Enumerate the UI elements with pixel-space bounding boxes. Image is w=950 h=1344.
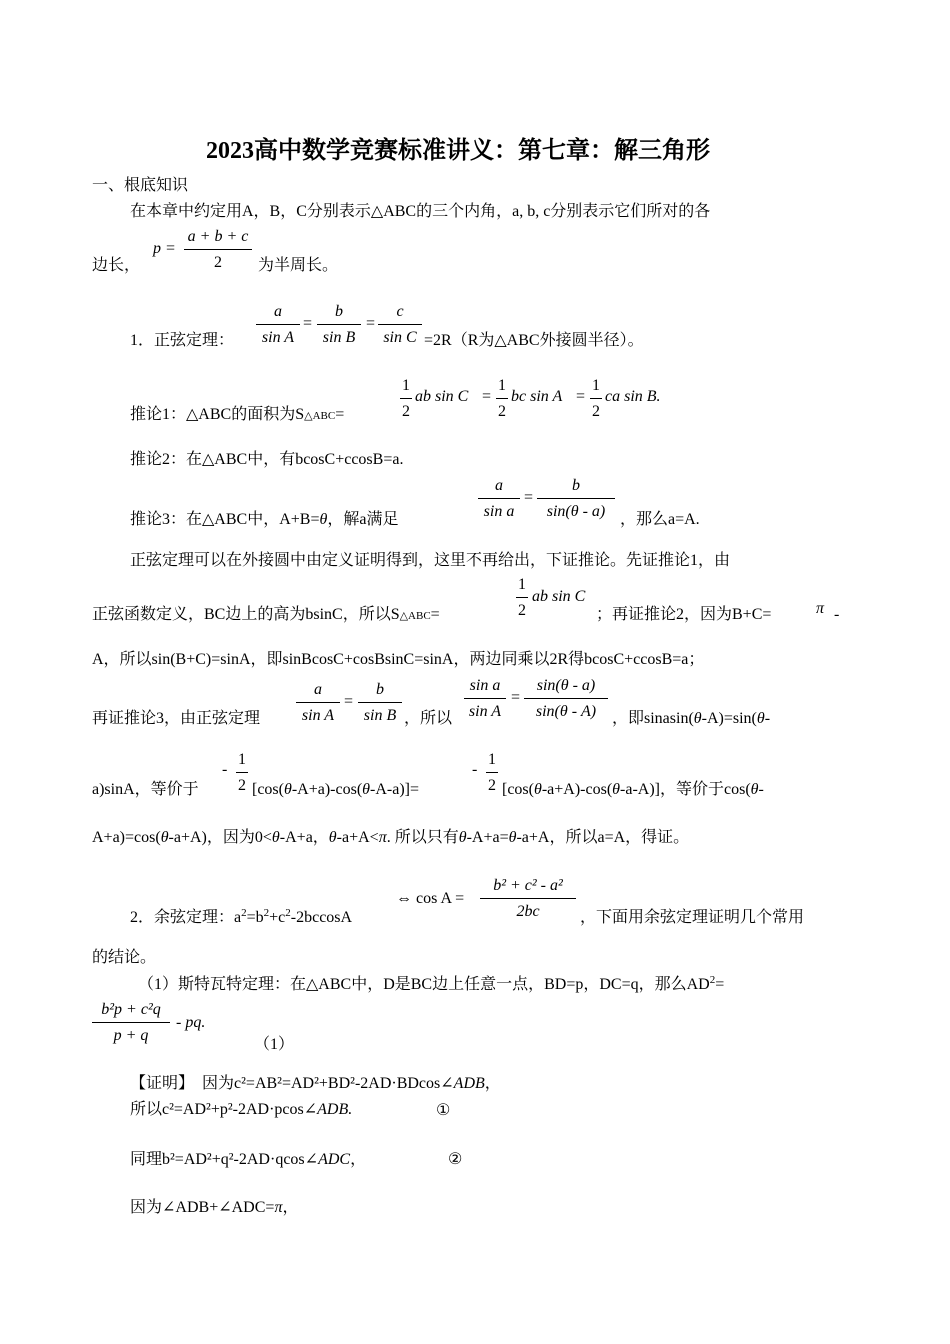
eq-sign: = [366,315,376,332]
sines-frac-b: b sin B [317,304,361,346]
area-term-2: bc sin A [511,388,563,405]
proof-heading: 【证明】 因为c²=AB²=AD²+BD²-2AD·BDcos∠ADB， [130,1075,501,1092]
proof-line-4a: 再证推论3，由正弦定理 [92,710,261,727]
law-cos-tail-2: 的结论。 [92,949,157,966]
proof-line-4b: ，所以 [404,710,453,727]
pi-symbol: π [816,600,825,617]
cos-fraction: b² + c² - a² 2bc [480,878,576,920]
cor3-tail: ，那么a=A. [620,511,700,528]
corollary-1: 推论1：△ABC的面积为S△ABC= [130,406,345,423]
area-term-3: ca sin B. [605,388,661,405]
h-frac-b: sin(θ - a) sin(θ - A) [524,678,608,720]
g-frac-a: a sin A [296,682,340,724]
cor3-frac-a: a sin a [478,478,520,520]
proof-eq-1: 所以c²=AD²+p²-2AD·pcos∠ADB. [130,1101,353,1118]
law-sines-label: 1．正弦定理： [130,332,235,349]
area-term: ab sin C [532,588,586,605]
corollary-3: 推论3：在△ABC中，A+B=θ，解a满足 [130,511,399,528]
section-heading: 一、根底知识 [92,177,189,194]
corollary-2: 推论2：在△ABC中，有bcosC+ccosB=a. [130,451,404,468]
half-fraction: 1 2 [402,377,410,420]
law-sines-tail: =2R（R为△ABC外接圆半径）。 [424,332,644,349]
proof-angle-sum: 因为∠ADB+∠ADC=π， [130,1199,299,1216]
proof-line-5a: a)sinA，等价于 [92,781,199,798]
sines-frac-c: c sin C [378,304,422,346]
eq-sign: = [303,315,313,332]
minus-sign: - [222,761,228,778]
intro-line-1: 在本章中约定用A，B，C分别表示△ABC的三个内角，a, b, c分别表示它们所对的各 [130,203,711,220]
half-fraction: 1 2 [592,377,600,420]
proof-line-2a: 正弦函数定义，BC边上的高为bsinC，所以S△ABC= [92,606,440,623]
page-title: 2023高中数学竞赛标准讲义：第七章：解三角形 [206,138,710,164]
minus-sign: - [472,761,478,778]
stewart-theorem: （1）斯特瓦特定理：在△ABC中，D是BC边上任意一点，BD=p，DC=q，那么$AD^2=$ [138,974,725,993]
proof-line-1: 正弦定理可以在外接圆中由定义证明得到，这里不再给出，下证推论。先证推论1，由 [130,552,731,569]
eq-sign: = [511,689,521,706]
stewart-fraction: b²p + c²q p + q [92,1002,170,1044]
half-fraction: 1 2 [498,377,506,420]
proof-line-3: A，所以sin(B+C)=sinA，即sinBcosC+cosBsinC=sinA，两边同乘以2R得bcosC+ccosB=a； [92,651,705,668]
sines-frac-a: a sin A [256,304,300,346]
half-fraction: 1 2 [488,751,496,794]
circled-2: ② [448,1151,463,1168]
p-lhs: p = [153,240,176,257]
p-fraction: a + b + c 2 [184,229,252,271]
proof-line-2b: ；再证推论2，因为B+C= [596,606,772,623]
area-term-1: ab sin C [415,388,469,405]
eq-sign: = [482,388,492,405]
g-frac-b: b sin B [358,682,402,724]
intro-line-2b: 为半周长。 [258,257,339,274]
minus-sign: - [834,606,840,623]
proof-eq-2: 同理b²=AD²+q²-2AD·qcos∠ADC， [130,1151,367,1168]
equation-number: （1） [254,1036,295,1053]
law-cos-iff: ⇔ cos A = [396,890,465,907]
law-cos-label: 2．余弦定理：$a^2=b^2+c^2-2bccosA$ [130,907,353,926]
eq-sign: = [524,489,534,506]
cor3-frac-b: b sin(θ - a) [537,478,615,520]
half-fraction: 1 2 [238,751,246,794]
intro-line-2a: 边长， [92,257,141,274]
circled-1: ① [436,1102,451,1119]
h-frac-a: sin a sin A [464,678,506,720]
half-fraction: 1 2 [518,576,526,619]
stewart-minus-pq: - pq. [176,1014,206,1031]
eq-sign: = [344,693,354,710]
proof-line-5c: [cos(θ-a+A)-cos(θ-a-A)]，等价于cos(θ- [502,781,764,798]
proof-line-6: A+a)=cos(θ-a+A)，因为0<θ-A+a，θ-a+A<π. 所以只有θ-A+a=θ-a+A，所以a=A，得证。 [92,829,690,846]
law-cos-tail: ，下面用余弦定理证明几个常用 [580,909,805,926]
eq-sign: = [576,388,586,405]
proof-line-4c: ，即sinasin(θ-A)=sin(θ- [612,710,771,727]
proof-line-5b: [cos(θ-A+a)-cos(θ-A-a)]= [252,781,420,798]
